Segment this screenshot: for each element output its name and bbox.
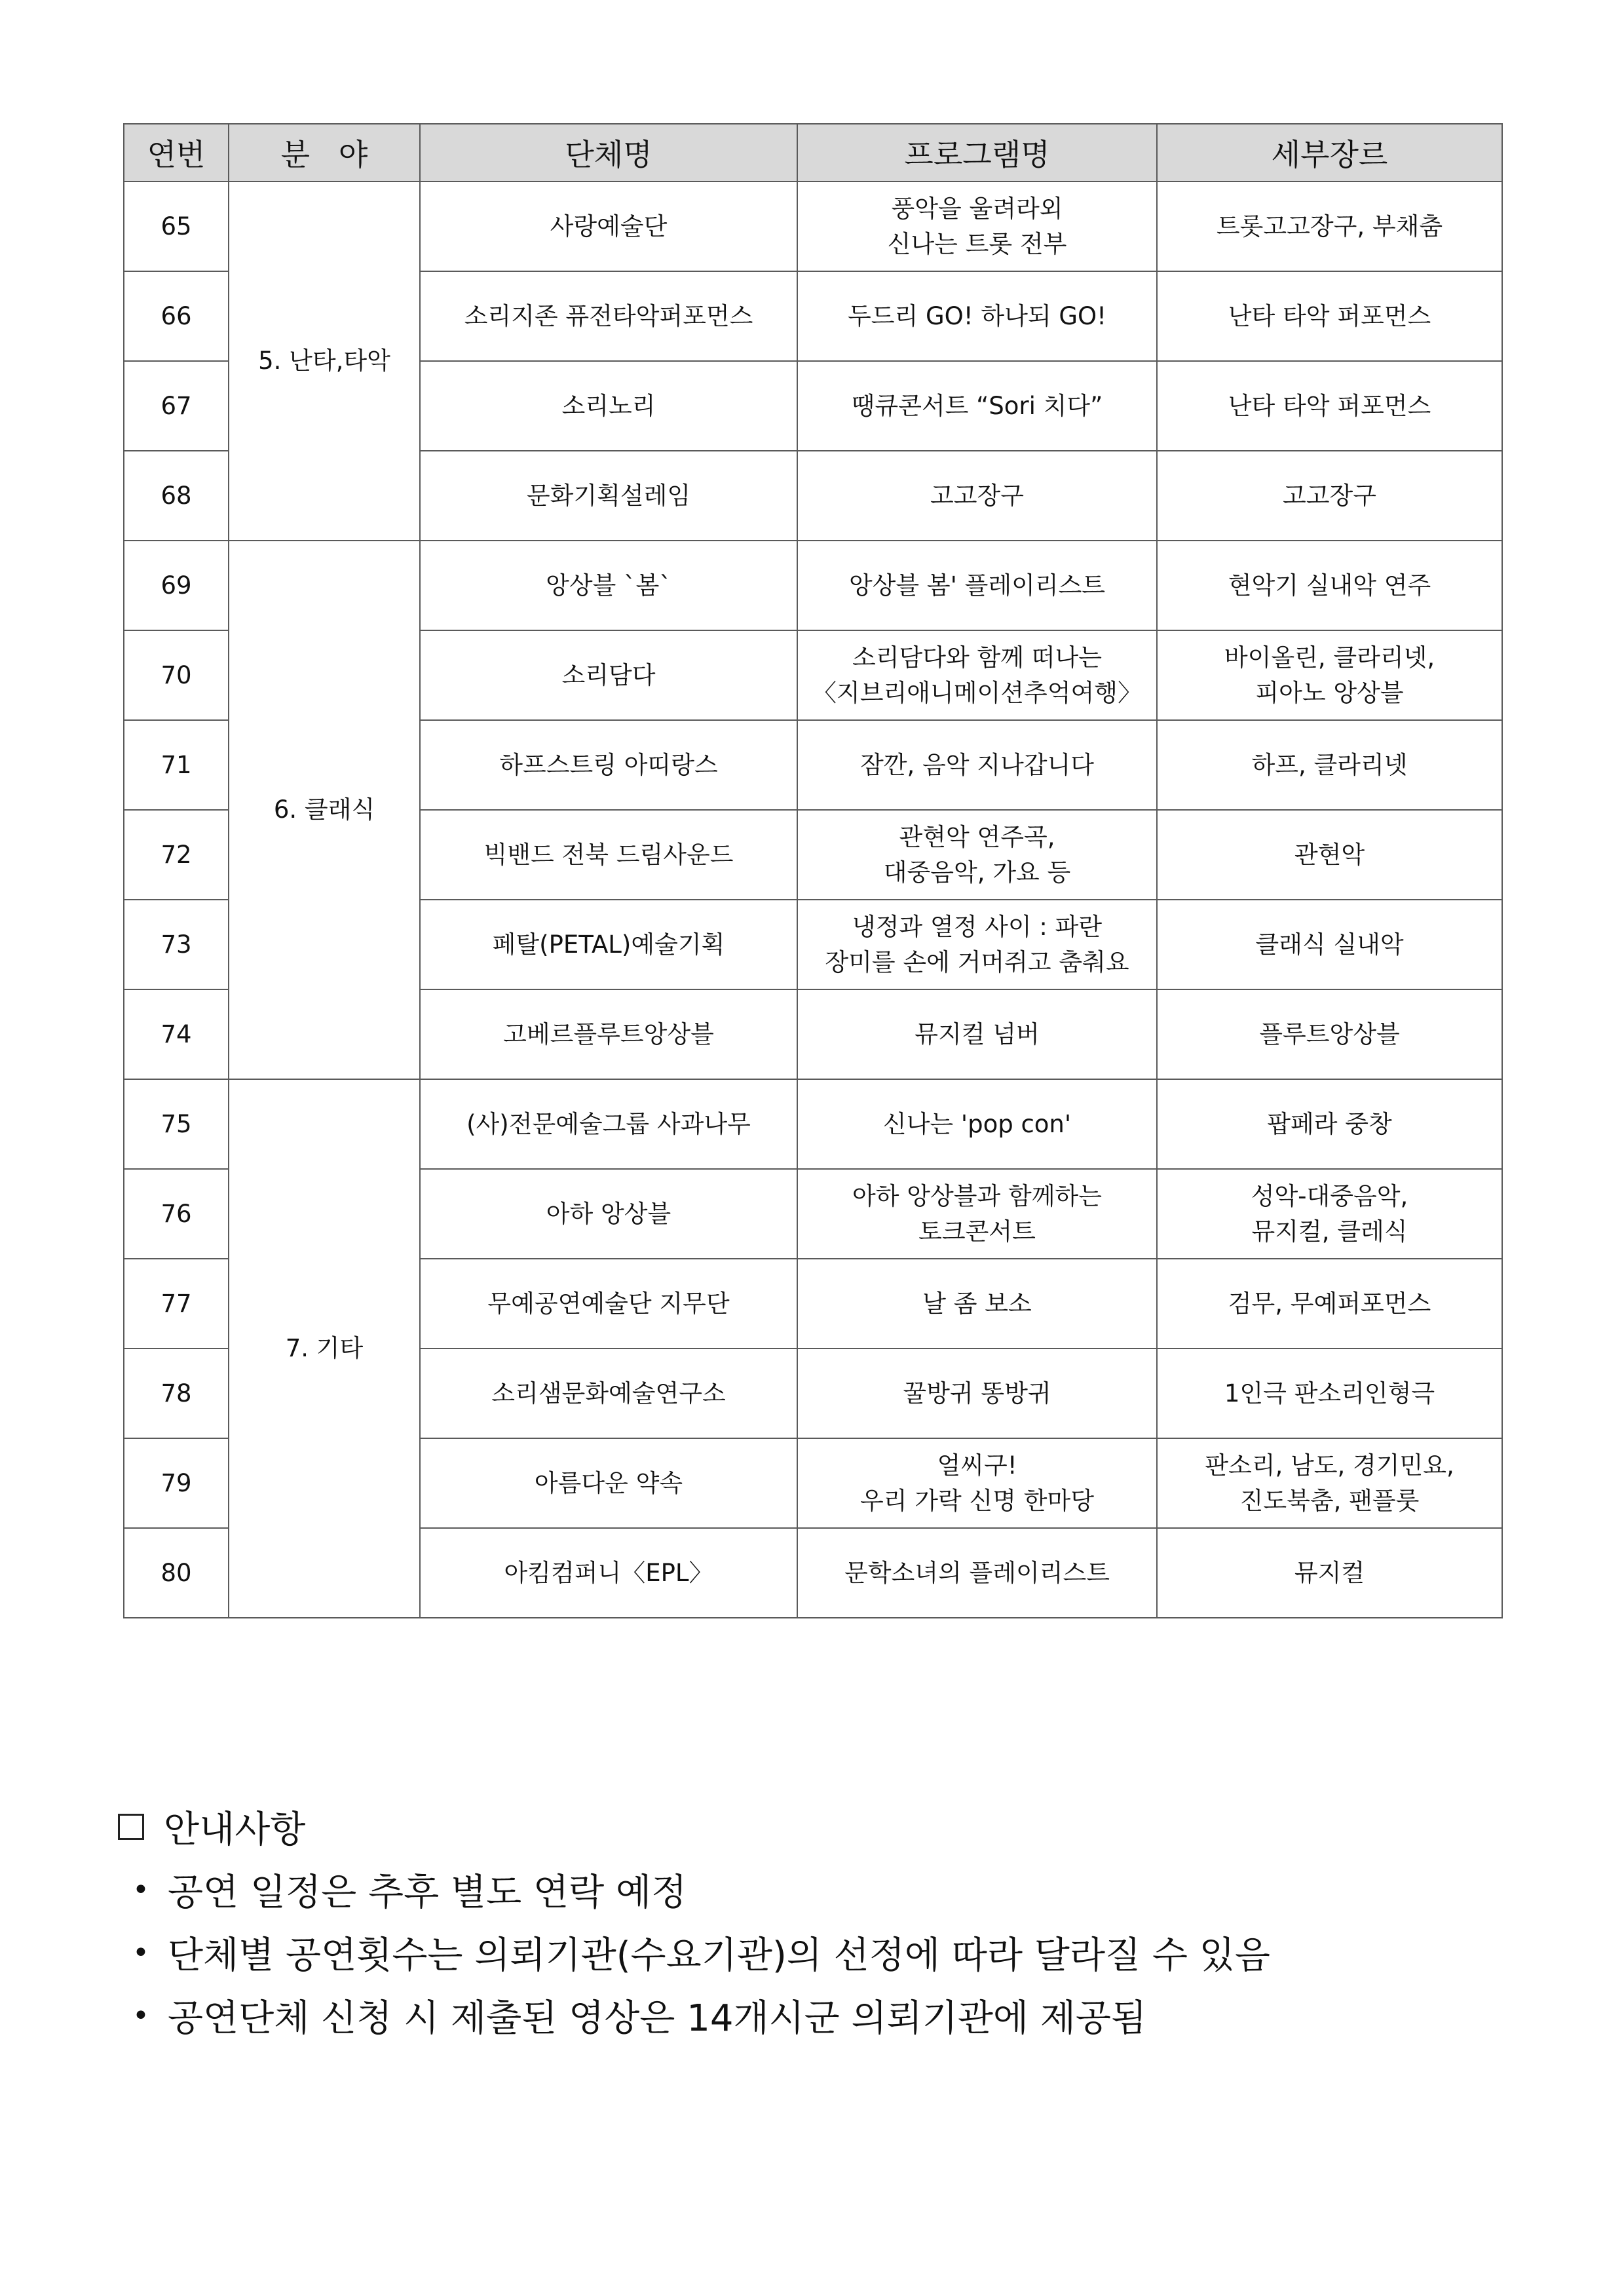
notice-item-text: 단체별 공연횟수는 의뢰기관(수요기관)의 선정에 따라 달라질 수 있음 xyxy=(167,1934,1270,1977)
group-name-cell: 아킴컴퍼니〈EPL〉 xyxy=(420,1528,797,1618)
genre-line: 팝페라 중창 xyxy=(1267,1109,1392,1138)
row-number: 72 xyxy=(124,810,229,900)
group-name-cell: 소리담다 xyxy=(420,630,797,720)
group-name-cell: 소리지존 퓨전타악퍼포먼스 xyxy=(420,271,797,361)
notice-heading xyxy=(118,1801,1559,1853)
checkbox-square-icon xyxy=(118,1814,144,1840)
program-name-cell xyxy=(797,1438,1157,1528)
program-name-cell xyxy=(797,1169,1157,1259)
row-number: 70 xyxy=(124,630,229,720)
program-line: 아하 앙상블과 함께하는 xyxy=(852,1181,1102,1210)
program-line: 소리담다와 함께 떠나는 xyxy=(852,643,1102,672)
program-line: 관현악 연주곡, xyxy=(899,822,1055,851)
group-name-cell: 문화기획설레임 xyxy=(420,451,797,541)
program-name-cell xyxy=(797,182,1157,271)
genre-cell xyxy=(1157,720,1502,810)
notice-section xyxy=(118,1801,1559,2042)
program-line: 장미를 손에 거머쥐고 춤춰요 xyxy=(825,947,1129,976)
program-line: 뮤지컬 넘버 xyxy=(915,1020,1040,1048)
program-name-cell xyxy=(797,900,1157,989)
program-name-cell xyxy=(797,810,1157,900)
program-line: 신나는 'pop con' xyxy=(882,1109,1072,1138)
header-genre: 세부장르 xyxy=(1157,124,1502,182)
program-line: 두드리 GO! 하나되 GO! xyxy=(848,301,1106,330)
row-number: 77 xyxy=(124,1259,229,1349)
genre-cell xyxy=(1157,451,1502,541)
notice-item xyxy=(118,1926,1559,1979)
genre-cell xyxy=(1157,989,1502,1079)
genre-line: 관현악 xyxy=(1294,840,1365,869)
program-line: 우리 가락 신명 한마당 xyxy=(860,1486,1094,1515)
genre-line: 난타 타악 퍼포먼스 xyxy=(1228,301,1431,330)
group-name-cell: 소리샘문화예술연구소 xyxy=(420,1349,797,1438)
program-name-cell xyxy=(797,630,1157,720)
genre-line: 고고장구 xyxy=(1283,481,1376,510)
program-name-cell xyxy=(797,720,1157,810)
row-number: 79 xyxy=(124,1438,229,1528)
genre-cell xyxy=(1157,182,1502,271)
group-name-cell: 페탈(PETAL)예술기획 xyxy=(420,900,797,989)
program-line: 땡큐콘서트 “Sori 치다” xyxy=(851,391,1103,420)
row-number: 73 xyxy=(124,900,229,989)
genre-cell xyxy=(1157,1528,1502,1618)
table-header-row xyxy=(124,124,1502,182)
row-number: 68 xyxy=(124,451,229,541)
genre-line: 하프, 클라리넷 xyxy=(1251,750,1408,779)
program-line: 대중음악, 가요 등 xyxy=(883,858,1071,887)
genre-line: 피아노 앙상블 xyxy=(1255,678,1404,707)
row-number: 74 xyxy=(124,989,229,1079)
row-number: 78 xyxy=(124,1349,229,1438)
category-cell: 5. 난타,타악 xyxy=(229,182,420,541)
genre-cell xyxy=(1157,810,1502,900)
category-cell: 6. 클래식 xyxy=(229,541,420,1079)
header-number: 연번 xyxy=(124,124,229,182)
bullet-icon: • xyxy=(132,1999,149,2033)
genre-cell xyxy=(1157,1438,1502,1528)
group-name-cell: 아름다운 약속 xyxy=(420,1438,797,1528)
row-number: 76 xyxy=(124,1169,229,1259)
program-name-cell xyxy=(797,451,1157,541)
genre-cell xyxy=(1157,1079,1502,1169)
genre-cell xyxy=(1157,271,1502,361)
program-line: 잠깐, 음악 지나갑니다 xyxy=(860,750,1094,779)
notice-list xyxy=(118,1864,1559,2042)
genre-cell xyxy=(1157,1169,1502,1259)
program-line: 날 좀 보소 xyxy=(922,1289,1032,1318)
table-row xyxy=(124,1079,1502,1169)
group-name-cell: 앙상블 `봄` xyxy=(420,541,797,630)
program-name-cell xyxy=(797,541,1157,630)
row-number: 65 xyxy=(124,182,229,271)
table-row xyxy=(124,182,1502,271)
genre-line: 바이올린, 클라리넷, xyxy=(1224,643,1435,672)
program-line: 토크콘서트 xyxy=(918,1217,1036,1246)
program-line: 냉정과 열정 사이 : 파란 xyxy=(852,912,1103,941)
program-name-cell xyxy=(797,361,1157,451)
program-line: 얼씨구! xyxy=(937,1451,1017,1480)
genre-line: 1인극 판소리인형극 xyxy=(1224,1379,1435,1407)
header-group-name: 단체명 xyxy=(420,124,797,182)
table-body xyxy=(124,182,1502,1618)
group-name-cell: 하프스트링 아띠랑스 xyxy=(420,720,797,810)
notice-item-text: 공연 일정은 추후 별도 연락 예정 xyxy=(167,1871,687,1914)
bullet-icon: • xyxy=(132,1936,149,1970)
header-field: 분 야 xyxy=(229,124,420,182)
genre-cell xyxy=(1157,630,1502,720)
program-name-cell xyxy=(797,1079,1157,1169)
program-line: 문학소녀의 플레이리스트 xyxy=(844,1558,1110,1587)
program-line: 앙상블 봄' 플레이리스트 xyxy=(848,571,1106,600)
program-name-cell xyxy=(797,989,1157,1079)
table-row xyxy=(124,541,1502,630)
program-name-cell xyxy=(797,1349,1157,1438)
row-number: 69 xyxy=(124,541,229,630)
row-number: 67 xyxy=(124,361,229,451)
group-name-cell: 무예공연예술단 지무단 xyxy=(420,1259,797,1349)
genre-line: 현악기 실내악 연주 xyxy=(1228,571,1431,600)
genre-line: 뮤지컬 xyxy=(1294,1558,1365,1587)
genre-line: 난타 타악 퍼포먼스 xyxy=(1228,391,1431,420)
genre-line: 플루트앙상블 xyxy=(1259,1020,1400,1048)
genre-line: 판소리, 남도, 경기민요, xyxy=(1205,1451,1454,1480)
notice-item-text: 공연단체 신청 시 제출된 영상은 14개시군 의뢰기관에 제공됨 xyxy=(167,1997,1147,2040)
genre-cell xyxy=(1157,1349,1502,1438)
program-name-cell xyxy=(797,1259,1157,1349)
group-name-cell: 빅밴드 전북 드림사운드 xyxy=(420,810,797,900)
group-name-cell: 고베르플루트앙상블 xyxy=(420,989,797,1079)
group-name-cell: (사)전문예술그룹 사과나무 xyxy=(420,1079,797,1169)
group-name-cell: 소리노리 xyxy=(420,361,797,451)
genre-line: 클래식 실내악 xyxy=(1255,930,1404,959)
performance-table xyxy=(123,123,1503,1618)
row-number: 80 xyxy=(124,1528,229,1618)
notice-item xyxy=(118,1989,1559,2042)
program-line: 풍악을 울려라외 xyxy=(891,194,1063,223)
genre-line: 진도북춤, 팬플룻 xyxy=(1239,1486,1420,1515)
genre-cell xyxy=(1157,900,1502,989)
notice-item xyxy=(118,1864,1559,1916)
row-number: 75 xyxy=(124,1079,229,1169)
genre-cell xyxy=(1157,1259,1502,1349)
genre-line: 뮤지컬, 클레식 xyxy=(1251,1217,1408,1246)
group-name-cell: 사랑예술단 xyxy=(420,182,797,271)
program-name-cell xyxy=(797,1528,1157,1618)
genre-cell xyxy=(1157,361,1502,451)
group-name-cell: 아하 앙상블 xyxy=(420,1169,797,1259)
genre-line: 성악-대중음악, xyxy=(1251,1181,1408,1210)
genre-line: 트롯고고장구, 부채춤 xyxy=(1216,212,1443,240)
row-number: 66 xyxy=(124,271,229,361)
category-cell: 7. 기타 xyxy=(229,1079,420,1618)
program-line: 꿀방귀 똥방귀 xyxy=(903,1379,1051,1407)
bullet-icon: • xyxy=(132,1873,149,1907)
header-program-name: 프로그램명 xyxy=(797,124,1157,182)
program-name-cell xyxy=(797,271,1157,361)
program-line: 〈지브리애니메이션추억여행〉 xyxy=(812,678,1142,707)
program-line: 신나는 트롯 전부 xyxy=(887,229,1067,258)
genre-line: 검무, 무예퍼포먼스 xyxy=(1228,1289,1431,1318)
notice-title: 안내사항 xyxy=(164,1808,306,1851)
program-line: 고고장구 xyxy=(930,481,1024,510)
genre-cell xyxy=(1157,541,1502,630)
row-number: 71 xyxy=(124,720,229,810)
